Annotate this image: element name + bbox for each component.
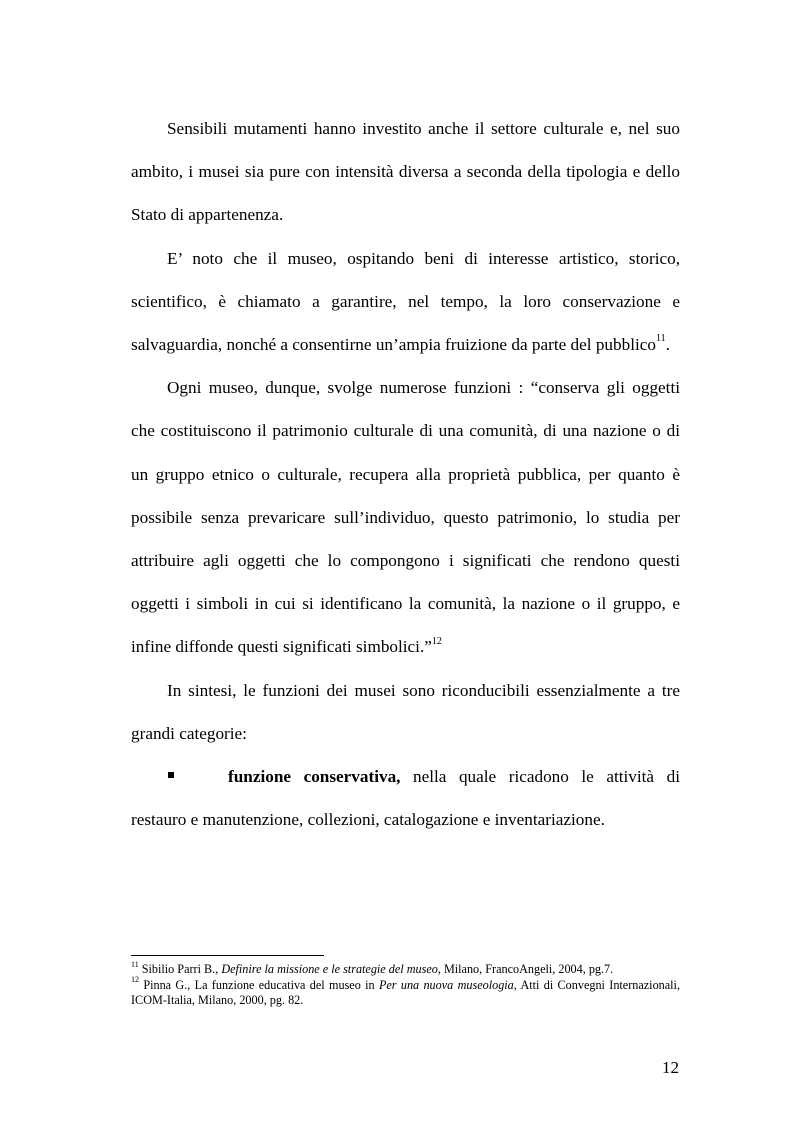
page-number: 12 bbox=[662, 1058, 679, 1077]
footnote-12 bbox=[131, 975, 680, 1009]
footnote-text: Pinna G., La funzione educativa del museo in bbox=[139, 977, 379, 992]
page-body bbox=[131, 107, 680, 841]
square-bullet-icon bbox=[168, 772, 174, 778]
footnote-number: 11 bbox=[131, 959, 139, 969]
bullet-item-description: nella quale ricadono le attività di restauro e manutenzione, collezioni, catalogazione e inventariazione. bbox=[131, 767, 680, 830]
footnote-text: Sibilio Parri B., bbox=[138, 962, 222, 976]
footnote-ref-12[interactable]: 12 bbox=[431, 635, 442, 647]
bullet-item-conservativa bbox=[131, 755, 680, 841]
paragraph-3-text: Ogni museo, dunque, svolge numerose funzioni : “conserva gli oggetti che costituiscono il patrimonio culturale di una comunità, di una nazione o di un gruppo etnico o culturale, recupera alla proprietà pubblica, per quanto è possibile senza prevaricare sull’individuo, questo patrimonio, lo studia per attribuire agli oggetti che lo compongono i significati che rendono questi oggetti i simboli in cui si identificano la comunità, la nazione o il gruppo, e infine diffonde questi significati simbolici.” bbox=[131, 378, 680, 657]
paragraph-2-end: . bbox=[665, 335, 670, 355]
footnote-text: , Atti di Convegni Internazionali, ICOM-Italia, Milano, 2000, pg. 82. bbox=[131, 977, 680, 1007]
paragraph-2-text: E’ noto che il museo, ospitando beni di interesse artistico, storico, scientifico, è chiamato a garantire, nel tempo, la loro conservazione e salvaguardia, nonché a consentirne un’ampia fruizione da parte del pubblico bbox=[131, 248, 680, 355]
paragraph-1 bbox=[131, 107, 680, 237]
bullet-item-text bbox=[131, 755, 680, 841]
paragraph-4 bbox=[131, 669, 680, 755]
footnote-title: Per una nuova museologia bbox=[378, 977, 514, 992]
footnote-11 bbox=[131, 959, 680, 978]
paragraph-3 bbox=[131, 366, 680, 668]
footnote-title: Definire la missione e le strategie del museo bbox=[221, 962, 438, 976]
paragraph-1-text: Sensibili mutamenti hanno investito anche il settore culturale e, nel suo ambito, i musei sia pure con intensità diversa a seconda della tipologia e dello Stato di appartenenza. bbox=[131, 119, 680, 225]
paragraph-4-text: In sintesi, le funzioni dei musei sono riconducibili essenzialmente a tre grandi categorie: bbox=[131, 680, 680, 743]
bullet-item-title: funzione conservativa, bbox=[228, 767, 401, 787]
paragraph-2 bbox=[131, 237, 680, 367]
footnote-number: 12 bbox=[131, 975, 139, 985]
footnote-separator bbox=[131, 955, 324, 956]
footnotes bbox=[131, 959, 680, 1009]
footnote-ref-11[interactable]: 11 bbox=[655, 333, 666, 345]
footnote-text: , Milano, FrancoAngeli, 2004, pg.7. bbox=[437, 962, 614, 976]
